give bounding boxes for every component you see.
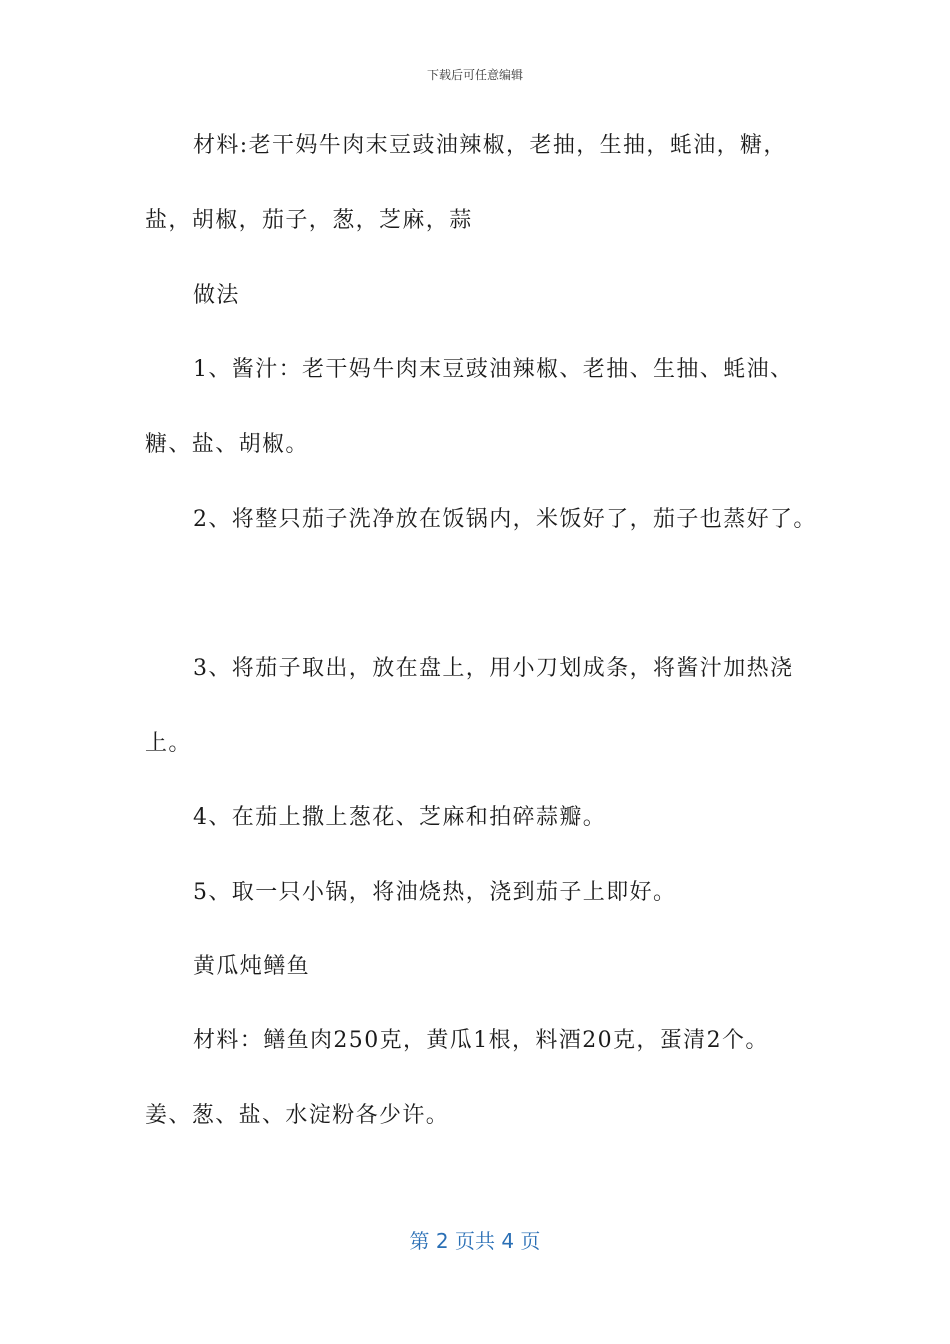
paragraph-line: 姜、葱、盐、水淀粉各少许。	[145, 1103, 450, 1128]
paragraph-line: 材料:老干妈牛肉末豆豉油辣椒，老抽，生抽，蚝油，糖，	[193, 133, 787, 158]
recipe-title: 黄瓜炖鳝鱼	[193, 954, 311, 979]
paragraph-line: 上。	[145, 731, 192, 756]
paragraph-line: 1、酱汁：老干妈牛肉末豆豉油辣椒、老抽、生抽、蚝油、	[193, 357, 794, 382]
paragraph-line: 材料：鳝鱼肉250克，黄瓜1根，料酒20克，蛋清2个。	[193, 1028, 769, 1053]
paragraph-line: 4、在茄上撒上葱花、芝麻和拍碎蒜瓣。	[193, 805, 607, 830]
page-header-note: 下载后可任意编辑	[426, 68, 523, 82]
page-number-footer: 第 2 页共 4 页	[409, 1229, 541, 1253]
paragraph-line: 2、将整只茄子洗净放在饭锅内，米饭好了，茄子也蒸好了。	[193, 507, 817, 532]
paragraph-line: 3、将茄子取出，放在盘上，用小刀划成条，将酱汁加热浇	[193, 656, 794, 681]
paragraph-line: 盐，胡椒，茄子，葱，芝麻，蒜	[145, 208, 473, 233]
section-heading: 做法	[193, 283, 240, 308]
paragraph-line: 5、取一只小锅，将油烧热，浇到茄子上即好。	[193, 880, 677, 905]
paragraph-line: 糖、盐、胡椒。	[145, 432, 309, 457]
